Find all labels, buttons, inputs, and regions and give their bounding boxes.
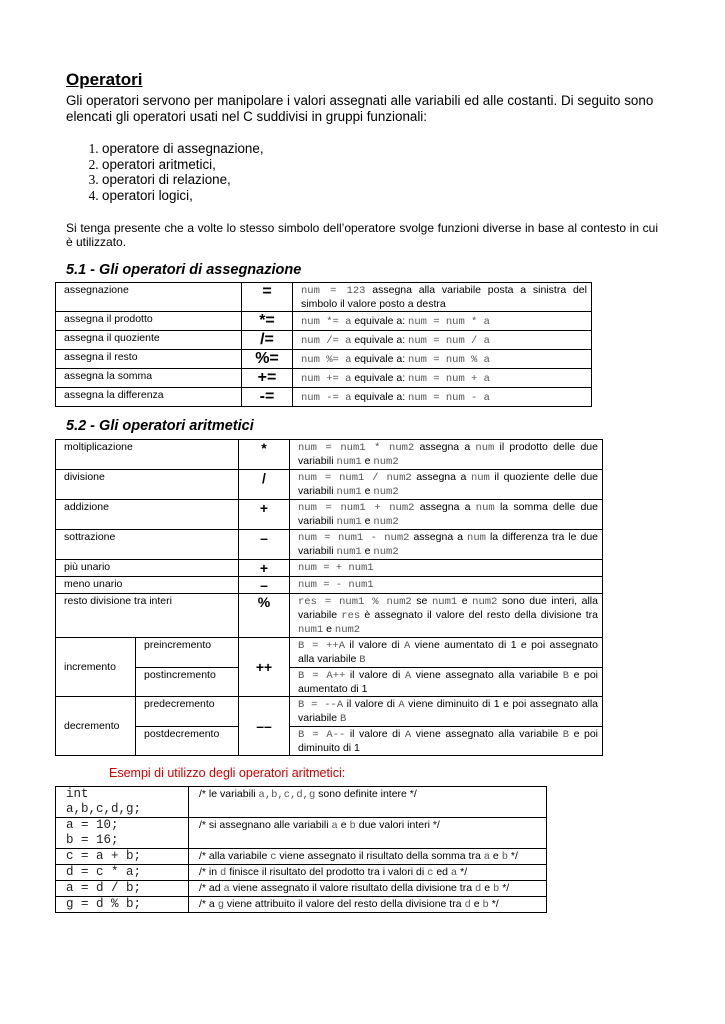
intro-paragraph [66,93,658,125]
desc-text: e [361,545,374,557]
code-text: B [562,670,570,682]
code-text: b [492,883,500,895]
code-line: d = c * a; [66,865,142,879]
example-comment [189,897,547,913]
operator-name: assegnazione [56,283,242,312]
operator-description [293,312,592,331]
example-code [56,865,189,881]
operator-variant-name: preincremento [136,638,239,668]
operator-name: addizione [56,500,239,530]
code-text: A [403,640,411,652]
code-text: c [427,867,434,879]
desc-text: equivale a: [351,391,409,403]
page-content [66,70,658,249]
operator-variant-name: postincremento [136,668,239,697]
code-text: num1 [336,546,362,558]
table-row [56,388,592,407]
code-text: d [474,883,482,895]
code-text: A [404,670,412,682]
desc-text: e [323,623,335,635]
desc-text: assegna a [409,531,468,543]
operator-symbol: / [239,470,290,500]
operator-description [293,350,592,369]
desc-text: finisce il risultato del prodotto tra i valori di [226,866,428,878]
desc-text: /* a [199,898,218,910]
operator-symbol: = [242,283,293,312]
code-text: A [404,729,412,741]
desc-text: /* alla variabile [199,850,271,862]
code-text: a [483,851,491,863]
desc-text: se [411,595,432,607]
code-text: b [501,851,509,863]
desc-text: sono due interi, alla variabile [298,595,598,621]
table-row [56,312,592,331]
code-text: num %= a [301,354,352,366]
operator-symbol: + [239,560,290,577]
code-text: num2 [472,596,498,608]
desc-text: il quoziente delle due variabili [298,471,598,497]
code-text: res [341,610,361,622]
operator-name: più unario [56,560,239,577]
desc-text: il valore di [343,698,399,710]
desc-text: ed [433,866,451,878]
operator-symbol: += [242,369,293,388]
operator-symbol: + [239,500,290,530]
code-text: num2 [334,624,361,636]
example-comment [189,865,547,881]
desc-text: viene assegnato alla variabile [411,728,563,740]
desc-text: viene assegnato il risultato della somma tra [276,850,484,862]
code-text: c [270,851,277,863]
desc-text: e [457,595,473,607]
code-text: B = A-- [298,729,346,741]
example-comment [189,787,547,818]
example-comment [189,849,547,865]
operator-description [290,500,603,530]
example-code [56,787,189,818]
desc-text: equivale a: [351,353,409,365]
desc-text: e poi diminuito di 1 [298,728,599,754]
table-row [56,897,547,913]
operator-name: resto divisione tra interi [56,594,239,638]
code-text: num2 [373,516,399,528]
arithmetic-operators-table [55,439,603,756]
desc-text: assegna a [414,501,476,513]
code-text: num2 [373,456,399,468]
operator-symbol: –– [239,697,290,756]
operator-description [290,727,603,756]
operator-name: assegna il prodotto [56,312,242,331]
code-text: B = A++ [298,670,346,682]
desc-text: e [470,898,483,910]
desc-text: */ [488,898,499,910]
operator-name: divisione [56,470,239,500]
operator-name: meno unario [56,577,239,594]
code-text: num1 [336,516,362,528]
code-text: d [220,867,227,879]
code-text: a [223,883,230,895]
desc-text: e [361,455,374,467]
operator-name: assegna il quoziente [56,331,242,350]
example-code [56,818,189,849]
desc-text: il valore di [345,728,405,740]
desc-text: viene assegnato il valore risultato della divisione tra [229,882,475,894]
desc-text: */ [457,866,468,878]
code-line: int [66,787,89,801]
assignment-operators-table [55,282,592,407]
code-text: res = num1 % num2 [298,596,412,608]
list-item: 2. operatori aritmetici, [102,157,658,173]
table-row [56,594,603,638]
section-heading-arithmetic: 5.2 - Gli operatori aritmetici [66,418,254,434]
desc-text: equivale a: [351,372,409,384]
desc-text: sono definite intere */ [315,788,417,800]
desc-text: viene assegnato alla variabile [411,669,563,681]
table-row [56,787,547,818]
example-code [56,881,189,897]
code-text: num [475,502,495,514]
example-comment [189,818,547,849]
table-row [56,577,603,594]
code-text: num2 [373,486,399,498]
desc-text: /* le variabili [199,788,259,800]
code-line: c = a + b; [66,849,142,863]
code-text: B = ++A [298,640,346,652]
operator-symbol: /= [242,331,293,350]
operator-symbol: % [239,594,290,638]
code-text: num = num + a [408,373,490,385]
table-row [56,470,603,500]
operator-symbol: *= [242,312,293,331]
desc-text: è assegnato il valore del resto della divisione tra [360,609,598,621]
operator-description [290,470,603,500]
code-text: d [464,899,471,911]
operator-description [290,594,603,638]
code-text: a [450,867,458,879]
code-text: num += a [301,373,352,385]
operator-description [293,283,592,312]
code-text: num2 [373,546,399,558]
code-text: num1 [336,486,362,498]
desc-text: /* in [199,866,221,878]
desc-text: viene attribuito il valore del resto della divisione tra [224,898,465,910]
operator-description [293,388,592,407]
desc-text: la somma delle due variabili [298,501,599,527]
table-row [56,638,603,668]
table-row [56,500,603,530]
code-text: num = num1 * num2 [298,442,415,454]
desc-text: equivale a: [351,334,409,346]
table-row [56,331,592,350]
table-row [56,350,592,369]
page-title: Operatori [66,70,143,89]
code-text: num = num1 + num2 [298,502,415,514]
examples-table [55,786,547,913]
operator-groups-list [66,141,658,203]
desc-text: equivale a: [351,315,409,327]
operator-name: moltiplicazione [56,440,239,470]
code-text: num [467,532,486,544]
desc-text: il prodotto delle due variabili [298,441,598,467]
code-text: num = - num1 [298,579,374,591]
desc-text: il valore di [345,639,404,651]
operator-name: assegna il resto [56,350,242,369]
operator-symbol: * [239,440,290,470]
code-line: a = 10; [66,818,119,832]
desc-text: viene diminuito di 1 e poi assegnato alla variabile [298,698,599,724]
table-row [56,818,547,849]
desc-text: assegna a [411,471,471,483]
code-text: B = --A [298,699,344,711]
desc-text: assegna alla variabile posta a sinistra del simbolo il valore posto a destra [301,284,587,310]
desc-text: viene aumentato di 1 e poi assegnato alla variabile [298,639,598,665]
operator-symbol: %= [242,350,293,369]
table-row [56,849,547,865]
code-text: B [340,713,347,725]
code-text: b [349,820,356,832]
desc-text: e [481,882,493,894]
code-text: num = num1 / num2 [298,472,412,484]
operator-group-name: decremento [56,697,136,756]
desc-text: e [337,819,350,831]
code-text: A [398,699,405,711]
table-row [56,369,592,388]
desc-text: e [490,850,502,862]
code-text: g [217,899,224,911]
code-text: num = 123 [301,285,366,297]
examples-heading: Esempi di utilizzo degli operatori aritmetici: [109,766,346,780]
code-text: num *= a [301,316,352,328]
table-row [56,283,592,312]
table-row [56,440,603,470]
code-text: num = num % a [408,354,490,366]
operator-name: assegna la somma [56,369,242,388]
desc-text: e poi aumentato di 1 [298,669,599,695]
desc-text: il valore di [345,669,405,681]
code-line: a,b,c,d,g; [66,802,142,816]
code-text: num /= a [301,335,352,347]
operator-name: sottrazione [56,530,239,560]
code-text: num = num - a [408,392,490,404]
code-line: a = d / b; [66,881,142,895]
code-text: B [359,654,366,666]
code-text: num [475,442,495,454]
operator-symbol: – [239,577,290,594]
example-code [56,897,189,913]
operator-group-name: incremento [56,638,136,697]
table-row [56,668,603,697]
operator-description [290,440,603,470]
example-comment [189,881,547,897]
list-item: 4. operatori logici, [102,188,658,204]
code-text: num = + num1 [298,562,374,574]
code-text: num -= a [301,392,352,404]
code-text: num [470,472,490,484]
operator-description [290,577,603,594]
desc-text: */ [499,882,510,894]
intro-text: Gli operatori servono per manipolare i valori assegnati alle variabili ed alle costanti. Di seguito sono elencati gli operatori usati nel C suddivisi in gruppi funzionali: [66,93,654,124]
code-text: B [562,729,570,741]
table-row [56,697,603,727]
operator-description [293,331,592,350]
desc-text: e [361,515,374,527]
code-text: a,b,c,d,g [258,789,316,801]
code-text: num1 [298,624,324,636]
code-line: g = d % b; [66,897,142,911]
operator-name: assegna la differenza [56,388,242,407]
operator-description [290,697,603,727]
code-text: num = num / a [408,335,490,347]
operator-variant-name: predecremento [136,697,239,727]
desc-text: due valori interi */ [355,819,440,831]
desc-text: /* si assegnano alle variabili [199,819,332,831]
desc-text: /* ad [199,882,224,894]
example-code [56,849,189,865]
operator-description [290,638,603,668]
operator-symbol: – [239,530,290,560]
desc-text: e [361,485,374,497]
desc-text: la differenza tra le due variabili [298,531,598,557]
operator-symbol: -= [242,388,293,407]
operator-symbol: ++ [239,638,290,697]
operator-description [293,369,592,388]
code-text: b [482,899,489,911]
code-text: num = num * a [408,316,490,328]
desc-text: assegna a [414,441,476,453]
section-heading-assignment: 5.1 - Gli operatori di assegnazione [66,262,302,278]
context-note: Si tenga presente che a volte lo stesso simbolo dell’operatore svolge funzioni diverse in base al contesto in cui è utilizzato. [66,221,658,249]
code-text: num1 [336,456,362,468]
code-text: num1 [431,596,458,608]
table-row [56,727,603,756]
list-item: 3. operatori di relazione, [102,172,658,188]
operator-description [290,560,603,577]
list-item: 1. operatore di assegnazione, [102,141,658,157]
table-row [56,530,603,560]
code-line: b = 16; [66,833,119,847]
table-row [56,881,547,897]
desc-text: */ [508,850,518,862]
operator-description [290,668,603,697]
operator-variant-name: postdecremento [136,727,239,756]
table-row [56,865,547,881]
operator-description [290,530,603,560]
table-row [56,560,603,577]
code-text: a [331,820,338,832]
code-text: num = num1 - num2 [298,532,410,544]
